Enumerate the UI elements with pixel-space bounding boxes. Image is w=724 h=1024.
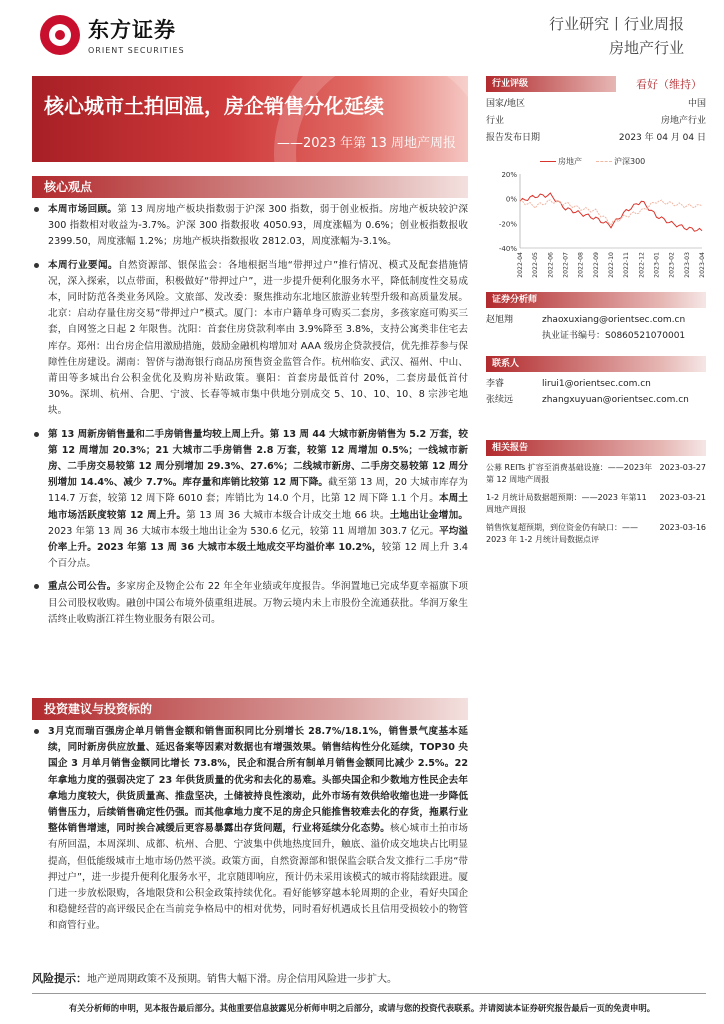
series-line-csi300 (520, 200, 702, 225)
industry-rating (486, 76, 706, 92)
related-report-item[interactable]: 销售恢复超预期，到位资金仍有缺口：——2023 年 1-2 月统计局数据点评 2023-03-16 (486, 523, 706, 544)
analyst-info (486, 312, 706, 344)
x-tick-label: 2022-09 (592, 252, 600, 278)
risk-warning: 风险提示：地产逆周期政策不及预期。销售大幅下滑。房企信用风险进一步扩大。 (32, 972, 397, 985)
logo-cn: 东方证券 (88, 18, 176, 42)
x-tick-label: 2023-01 (653, 252, 661, 278)
report-type (549, 12, 684, 60)
x-tick-label: 2022-12 (638, 252, 646, 278)
header (0, 0, 724, 70)
related-reports (486, 462, 706, 552)
x-tick-label: 2022-05 (532, 252, 540, 278)
y-tick-label: -20% (498, 220, 517, 229)
section-investment: 投资建议与投资标的 (32, 698, 468, 720)
info-date: 报告发布日期 2023 年 04 月 04 日 (486, 133, 706, 143)
rating-label: 行业评级 (486, 76, 616, 92)
analyst-head: 证券分析师 (486, 292, 706, 308)
analyst-cert: 执业证书编号：S0860521070001 (542, 331, 686, 341)
contact-email[interactable]: zhangxuyuan@orientsec.com.cn (542, 395, 689, 405)
bullet-icon (34, 263, 39, 268)
y-tick-label: 0% (505, 195, 517, 204)
title-banner (32, 76, 468, 162)
series-line-property (520, 193, 702, 231)
contact-row: 张续远 zhangxuyuan@orientsec.com.cn (486, 392, 706, 408)
x-tick-label: 2022-10 (608, 252, 615, 278)
info-country: 国家/地区 中国 (486, 99, 706, 109)
paragraph-investment: 3月克而瑞百强房企单月销售金额和销售面积同比分别增长 28.7%/18.1%，销售景气度基本延续，同时新房供应放量、延迟备案等因素对数据也有增强效果。销售结构性分化延续，TOP30 央国企 3 月单月销售金额同比增长 73.8%，民企和混合所有制单月销售金额同比减少 2.5%。22 年拿地力度的强弱决定了 23 年供货质量的优劣和去化的易难。头部央国企和少数地方性民企去年拿地力度较大，供货质量高、推盘坚决，土储被持良性滚动，此外市场有效供给收缩也进一步降低销售压力，后续销售确定性仍强。而其他拿地力度不足的房企只能推售较难去化的存货，拖累行业整体销售增速，同时挨合减缓后更容易暴露出存货问题，行业将延续分化态势。核心城市土拍市场有所回温，本周深圳、成都、杭州、合肥、宁波集中供地热度回升，触底、溢价成交地块占比明显提高，但低能级城市土地市场仍然平淡。政策方面，自然资源部和银保监会联合发文推行二手房“带押过户”，进一步提升便利化服务水平，北京随即响应，预计仍未采用该模式的城市将陆续跟进。厦门进一步放松限购，各地限贷和公积金政策持续优化。看好能够穿越本轮周期的企业，看好央国企和稳健经营的高评级民企在当前竞争格局中的相对优势，同时看好机遇成长且信用受损较小的物管和商管行业。 (32, 724, 468, 935)
report-title: 核心城市土拍回温，房企销售分化延续 (44, 94, 384, 118)
related-head: 相关报告 (486, 440, 706, 456)
rating-value: 看好（维持） (636, 78, 702, 91)
contact-row: 李睿 lirui1@orientsec.com.cn (486, 376, 706, 392)
x-tick-label: 2022-11 (623, 252, 631, 278)
y-tick-label: -40% (498, 245, 517, 253)
contact-email[interactable]: lirui1@orientsec.com.cn (542, 379, 651, 389)
legend-item-csi300: 沪深300 (596, 156, 645, 167)
related-report-item[interactable]: 公募 REITs 扩容至消费基础设施：——2023年第 12 周地产周报 2023-03-27 (486, 463, 706, 484)
x-tick-label: 2023-02 (668, 252, 676, 278)
y-tick-label: 20% (501, 171, 517, 179)
paragraph-market-review: 本周市场回顾。第 13 周房地产板块指数弱于沪深 300 指数，弱于创业板指。房地产板块较沪深 300 指数相对收益为-3.7%。沪深 300 指数报收 4050.93，周度涨幅为 0.6%；创业板指数报收 2399.50，周度涨幅 1.2%；房地产板块指数报收 2812.03，周度涨幅为-3.1%。 (32, 202, 468, 251)
relative-return-chart (486, 166, 708, 286)
x-tick-label: 2022-06 (547, 252, 555, 278)
paragraph-sales: 第 13 周新房销售量和二手房销售量均较上周上升。第 13 周 44 大城市新房销售为 5.2 万套，较第 12 周增加 20.3%；21 大城市二手房销售 2.8 万套，较第 12 周增加 0.5%；一线城市新房、二手房交易较第 12 周分别增加 29.3%、27.6%；二线城市新房、二手房交易较第 12 周分别增加 14.4%、减少 7.7%。库存量和库销比较第 12 周下降。截至第 13 周，20 大城市库存为 114.7 万套，较第 12 周下降 6010 套；库销比为 14.0 个月，比第 12 周下降 1.1 个月。本周土地市场活跃度较第 12 周上升。第 13 周 36 大城市本级合计成交土地 66 块。土地出让金增加。2023 年第 13 周 36 大城市本级土地出让金为 530.6 亿元，较第 11 周增加 303.7 亿元。平均溢价率上升。2023 年第 13 周 36 大城市本级土地成交平均溢价率 10.2%，较第 12 周上升 3.4 个百分点。 (32, 427, 468, 573)
bullet-icon (34, 207, 39, 212)
paragraph-industry-news: 本周行业要闻。自然资源部、银保监会：各地根据当地“带押过户”推行情况、模式及配套措施情况，深入探索，以点带面，积极做好“带押过户”，进一步提升便利化服务水平，降低制度性交易成本，同时防范各类业务风险。文旅部、发改委：聚焦推动东北地区旅游业转型升级和高质量发展。北京：启动存量住房交易“带押过户”模式。厦门：本市户籍单身可购买二套房，多孩家庭可购买三套，自网签之日起 2 年限售。沈阳：首套住房贷款利率由 3.9%降至 3.8%，支持公寓类非住宅去库存。郑州：出台房企信用激励措施，鼓励金融机构增加对 AAA 级房企贷款授信，优先推荐参与保障性住房建设。湖南：智侪与渤海银行商品房预售资金监管合作。杭州临安、武汉、福州、中山、莆田等多城出台公积金优化及购房补贴政策。襄阳：首套房最低首付 20%，二套房最低首付 30%。深圳、杭州、合肥、宁波、长春等城市集中供地分别成交 5、10、10、10、8 宗涉宅地块。 (32, 258, 468, 420)
legend-item-property: 房地产 (540, 156, 582, 167)
x-tick-label: 2023-03 (683, 252, 691, 278)
bullet-icon (34, 729, 39, 734)
contact-head: 联系人 (486, 356, 706, 372)
core-view-body (32, 202, 468, 628)
x-tick-label: 2022-07 (562, 252, 570, 278)
paragraph-company-news: 重点公司公告。多家房企及物企公布 22 年全年业绩或年度报告。华润置地已完成华夏幸福旗下项目公司股权收购。融创中国公布境外债重组进展。万物云境内未上市股份全流通获批。华润万象生活终止收购浙江祥生物业服务有限公司。 (32, 579, 468, 628)
x-tick-label: 2022-04 (517, 252, 524, 278)
footer-disclaimer: 有关分析师的申明，见本报告最后部分。其他重要信息披露见分析师申明之后部分，或请与您的投资代表联系。并请阅读本证券研究报告最后一页的免责申明。 (68, 1003, 656, 1013)
related-report-item[interactable]: 1-2 月统计局数据超预期：——2023 年第11 周地产周报 2023-03-21 (486, 493, 706, 514)
report-type-line2: 房地产行业 (608, 39, 684, 57)
contact-info (486, 376, 706, 408)
logo-mark-icon (40, 15, 80, 55)
report-type-line1: 行业研究丨行业周报 (548, 15, 684, 33)
footer-divider (32, 993, 706, 994)
x-tick-label: 2022-08 (577, 252, 585, 278)
bullet-icon (34, 432, 39, 437)
report-info (486, 96, 706, 147)
analyst-email[interactable]: zhaoxuxiang@orientsec.com.cn (542, 315, 686, 325)
info-industry: 行业 房地产行业 (486, 116, 706, 126)
company-logo (40, 14, 185, 55)
analyst-name: 赵旭翔 (486, 315, 514, 325)
bullet-icon (34, 584, 39, 589)
section-core-view: 核心观点 (32, 176, 468, 198)
x-tick-label: 2023-04 (699, 252, 706, 278)
logo-en: ORIENT SECURITIES (88, 46, 185, 55)
investment-body (32, 724, 468, 935)
report-subtitle: ——2023 年第 13 周地产周报 (276, 136, 456, 151)
